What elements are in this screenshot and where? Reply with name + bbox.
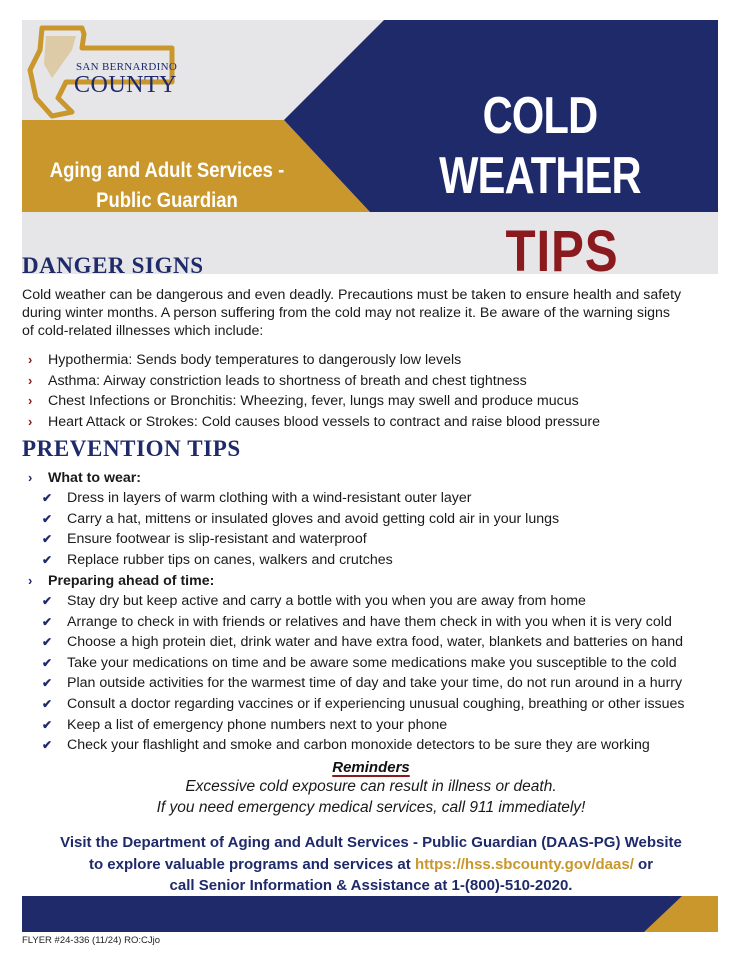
checkmark-icon: ✔ xyxy=(42,552,53,567)
prevention-tips-heading: PREVENTION TIPS xyxy=(22,436,241,461)
visit-line-3: call Senior Information & Assistance at 1-(800)-510-2020. xyxy=(169,877,573,894)
prep-item-text: Stay dry but keep active and carry a bottle with you when you are away from home xyxy=(67,593,586,609)
prep-item xyxy=(42,591,685,612)
wear-item-text: Ensure footwear is slip-resistant and waterproof xyxy=(67,531,367,548)
prep-item xyxy=(42,612,685,633)
prep-item-text: Plan outside activities for the warmest time of day and take your time, do not run around in a hurry xyxy=(67,675,683,692)
chevron-right-icon: › xyxy=(28,413,33,429)
checkmark-icon: ✔ xyxy=(42,676,53,691)
checkmark-icon: ✔ xyxy=(42,717,53,732)
danger-item-text: Heart Attack or Strokes: Cold causes blood vessels to contract and raise blood pressure xyxy=(48,413,601,430)
visit-line-2-suffix: or xyxy=(633,855,654,873)
chevron-right-icon: › xyxy=(28,352,33,367)
danger-signs-heading: DANGER SIGNS xyxy=(22,253,204,278)
logo-main-text: COUNTY xyxy=(74,72,177,98)
what-to-wear-heading xyxy=(28,468,141,488)
wear-item xyxy=(42,529,559,550)
prep-item xyxy=(42,673,685,694)
department-line-2: Public Guardian xyxy=(96,189,238,212)
logo-top-text: SAN BERNARDINO xyxy=(76,61,178,73)
flyer-id: FLYER #24-336 (11/24) RO:CJjo xyxy=(22,935,160,946)
checkmark-icon: ✔ xyxy=(42,696,53,711)
visit-line-2 xyxy=(0,854,742,876)
prep-item xyxy=(42,715,685,736)
checkmark-icon: ✔ xyxy=(42,635,53,650)
prep-item-text: Consult a doctor regarding vaccines or if experiencing unusual coughing, breathing or other issues xyxy=(67,695,685,712)
footer-banner xyxy=(22,896,718,932)
wear-item-text: Replace rubber tips on canes, walkers and crutches xyxy=(67,551,393,568)
danger-item xyxy=(28,391,600,412)
wear-list xyxy=(42,488,559,570)
prep-item xyxy=(42,632,685,653)
wear-item xyxy=(42,550,559,571)
what-to-wear-label: What to wear: xyxy=(48,470,142,486)
wear-item-text: Carry a hat, mittens or insulated gloves and avoid getting cold air in your lungs xyxy=(67,510,560,527)
chevron-right-icon: › xyxy=(28,573,33,588)
visit-line-2-prefix: to explore valuable programs and services at xyxy=(88,855,415,873)
wear-item xyxy=(42,488,559,509)
danger-item-text: Asthma: Airway constriction leads to shortness of breath and chest tightness xyxy=(48,372,527,389)
prep-item-text: Arrange to check in with friends or relatives and have them check in with you when it is very cold xyxy=(67,613,672,630)
prep-item-text: Check your flashlight and smoke and carbon monoxide detectors to be sure they are working xyxy=(67,737,650,754)
prep-item xyxy=(42,653,685,674)
danger-item xyxy=(28,371,600,392)
danger-list xyxy=(28,350,600,432)
danger-item xyxy=(28,412,600,433)
visit-line-1: Visit the Department of Aging and Adult Services - Public Guardian (DAAS-PG) Website xyxy=(60,834,682,851)
preparing-list xyxy=(42,591,685,756)
header-banner xyxy=(22,20,718,284)
wear-item xyxy=(42,509,559,530)
preparing-label: Preparing ahead of time: xyxy=(48,573,215,589)
danger-item-text: Chest Infections or Bronchitis: Wheezing, fever, lungs may swell and produce mucus xyxy=(48,393,579,409)
prep-item-text: Take your medications on time and be aware some medications make you susceptible to the cold xyxy=(67,654,677,671)
prep-item xyxy=(42,694,685,715)
chevron-right-icon: › xyxy=(28,372,33,388)
checkmark-icon: ✔ xyxy=(42,532,53,547)
department-name xyxy=(39,141,294,231)
checkmark-icon: ✔ xyxy=(42,738,53,753)
prep-item-text: Choose a high protein diet, drink water and have extra food, water, blankets and batteries on hand xyxy=(67,634,683,651)
reminders-title: Reminders xyxy=(332,759,410,776)
checkmark-icon: ✔ xyxy=(42,655,53,670)
checkmark-icon: ✔ xyxy=(42,511,53,526)
reminder-line-2: If you need emergency medical services, call 911 immediately! xyxy=(156,799,586,816)
checkmark-icon: ✔ xyxy=(42,594,53,608)
chevron-right-icon: › xyxy=(28,393,33,408)
visit-section xyxy=(0,832,742,897)
reminder-line-1: Excessive cold exposure can result in illness or death. xyxy=(185,778,557,795)
checkmark-icon: ✔ xyxy=(42,491,53,505)
prep-item xyxy=(42,735,685,756)
danger-item-text: Hypothermia: Sends body temperatures to dangerously low levels xyxy=(48,352,462,368)
chevron-right-icon: › xyxy=(28,470,33,485)
title-tips: TIPS xyxy=(505,219,619,284)
reminders-section xyxy=(0,759,742,818)
wear-item-text: Dress in layers of warm clothing with a wind-resistant outer layer xyxy=(67,490,472,506)
department-line-1: Aging and Adult Services - xyxy=(49,159,285,182)
danger-intro-text: Cold weather can be dangerous and even deadly. Precautions must be taken to ensure health and safety during winter months. A person suffering from the cold may not realize it. Be aware of the warning signs of cold-related illnesses which include: xyxy=(22,287,682,339)
preparing-heading xyxy=(28,571,214,591)
prep-item-text: Keep a list of emergency phone numbers next to your phone xyxy=(67,716,448,733)
checkmark-icon: ✔ xyxy=(42,614,53,629)
danger-item xyxy=(28,350,600,371)
title-cold-weather: COLD WEATHER xyxy=(439,87,641,205)
daas-website-link[interactable]: https://hss.sbcounty.gov/daas/ xyxy=(414,855,634,873)
